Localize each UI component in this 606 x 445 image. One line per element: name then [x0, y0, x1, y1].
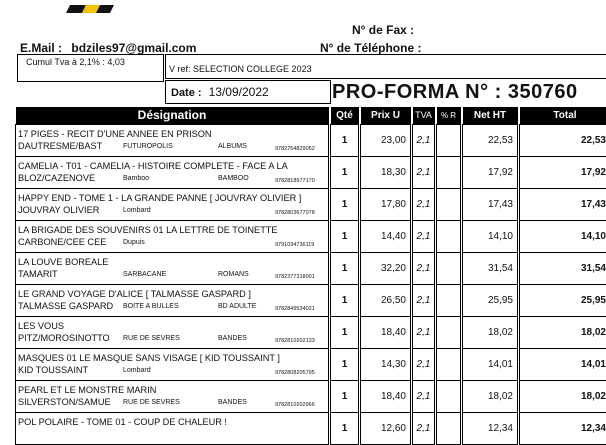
table-row [16, 348, 606, 380]
item-prix-u: 12,60 [361, 412, 411, 444]
item-prix-u: 14,30 [361, 348, 411, 380]
item-title: POL POLAIRE - TOME 01 - COUP DE CHALEUR ! [18, 416, 328, 428]
item-total: 25,95 [520, 284, 606, 316]
item-remise [437, 348, 461, 380]
item-qte: 1 [331, 316, 359, 348]
col-designation: Désignation [16, 107, 329, 124]
item-qte: 1 [331, 412, 359, 444]
item-total: 18,02 [520, 380, 606, 412]
date-label: Date : [171, 87, 202, 99]
vref-value: SELECTION COLLEGE 2023 [193, 64, 312, 74]
item-designation [16, 252, 329, 284]
table-header [16, 107, 606, 124]
item-collection: ALBUMS [218, 141, 247, 153]
item-total: 14,01 [520, 348, 606, 380]
item-author: TAMARIT [18, 268, 58, 280]
item-prix-u: 23,00 [361, 124, 411, 156]
item-net-ht: 14,01 [463, 348, 518, 380]
item-total: 18,02 [520, 316, 606, 348]
phone-label: N° de Téléphone : [320, 41, 421, 55]
item-remise [437, 252, 461, 284]
item-net-ht: 25,95 [463, 284, 518, 316]
item-collection: BANDES [218, 397, 247, 409]
item-tva: 2,1 [413, 124, 435, 156]
item-author: TALMASSE GASPARD [18, 300, 113, 312]
item-net-ht: 18,02 [463, 316, 518, 348]
item-designation [16, 316, 329, 348]
item-prix-u: 26,50 [361, 284, 411, 316]
item-net-ht: 31,54 [463, 252, 518, 284]
item-designation [16, 156, 329, 188]
item-qte: 1 [331, 220, 359, 252]
item-qte: 1 [331, 156, 359, 188]
item-author: KID TOUSSAINT [18, 364, 88, 376]
item-author: PITZ/MOROSINOTTO [18, 332, 110, 344]
col-net-ht: Net HT [463, 107, 518, 124]
cumul-tva: Cumul Tva à 2,1% : 4,03 [26, 57, 125, 67]
item-author: JOUVRAY OLIVIER [18, 204, 99, 216]
table-row [16, 316, 606, 348]
item-net-ht: 17,92 [463, 156, 518, 188]
item-designation [16, 412, 329, 444]
item-ean: 9791034736119 [275, 239, 314, 251]
item-designation [16, 380, 329, 412]
col-tva: TVA [413, 107, 435, 124]
item-ean: 9782803677078 [275, 207, 315, 219]
col-pct-r: % R [437, 107, 461, 124]
item-publisher: Dupuis [123, 237, 145, 249]
item-prix-u: 17,80 [361, 188, 411, 220]
vref-box [165, 54, 606, 79]
item-ean: 9782377318001 [275, 271, 315, 283]
item-net-ht: 17,43 [463, 188, 518, 220]
item-total: 17,43 [520, 188, 606, 220]
col-prix-u: Prix U [361, 107, 411, 124]
table-row [16, 124, 606, 156]
item-tva: 2,1 [413, 348, 435, 380]
item-publisher: SARBACANE [123, 269, 166, 281]
item-remise [437, 188, 461, 220]
item-title: LA BRIGADE DES SOUVENIRS 01 LA LETTRE DE TOINETTE [18, 224, 328, 236]
table-row [16, 220, 606, 252]
item-prix-u: 18,40 [361, 316, 411, 348]
item-publisher: Lombard [123, 365, 151, 377]
item-remise [437, 156, 461, 188]
item-remise [437, 412, 461, 444]
item-tva: 2,1 [413, 188, 435, 220]
item-collection: BANDES [218, 333, 247, 345]
item-tva: 2,1 [413, 316, 435, 348]
item-author: DAUTRESME/BAST [18, 140, 102, 152]
item-net-ht: 12,34 [463, 412, 518, 444]
table-body [16, 124, 606, 444]
item-qte: 1 [331, 284, 359, 316]
table-row [16, 380, 606, 412]
item-remise [437, 316, 461, 348]
item-total: 17,92 [520, 156, 606, 188]
item-collection: BD ADULTE [218, 301, 256, 313]
item-remise [437, 124, 461, 156]
item-qte: 1 [331, 380, 359, 412]
item-tva: 2,1 [413, 156, 435, 188]
item-tva: 2,1 [413, 380, 435, 412]
item-qte: 1 [331, 124, 359, 156]
col-qte: Qté [331, 107, 359, 124]
email-line [20, 41, 196, 55]
item-designation [16, 188, 329, 220]
item-ean: 9782754829052 [275, 143, 315, 155]
item-title: HAPPY END - TOME 1 - LA GRANDE PANNE [ JOUVRAY OLIVIER ] [18, 192, 328, 204]
item-tva: 2,1 [413, 220, 435, 252]
email-value: bdziles97@gmail.com [71, 41, 196, 55]
item-designation [16, 220, 329, 252]
item-title: CAMELIA - T01 - CAMELIA - HISTOIRE COMPLETE - FACE A LA [18, 160, 328, 172]
item-author: CARBONE/CEE CEE [18, 236, 106, 248]
item-net-ht: 14,10 [463, 220, 518, 252]
item-total: 14,10 [520, 220, 606, 252]
table-row [16, 188, 606, 220]
item-net-ht: 18,02 [463, 380, 518, 412]
item-total: 12,34 [520, 412, 606, 444]
item-publisher: RUE DE SEVRES [123, 333, 180, 345]
item-title: LE GRAND VOYAGE D'ALICE [ TALMASSE GASPARD ] [18, 288, 328, 300]
fax-label: N° de Fax : [352, 23, 414, 37]
item-remise [437, 380, 461, 412]
date-value: 13/09/2022 [209, 85, 269, 99]
item-designation [16, 124, 329, 156]
item-prix-u: 32,20 [361, 252, 411, 284]
item-title: 17 PIGES - RECIT D'UNE ANNEE EN PRISON [18, 128, 328, 140]
email-label: E.Mail : [20, 41, 62, 55]
vref-label: V ref: [169, 64, 191, 74]
item-collection: ROMANS [218, 269, 249, 281]
date-box [165, 80, 331, 104]
item-qte: 1 [331, 252, 359, 284]
item-publisher: RUE DE SEVRES [123, 397, 180, 409]
item-author: BLOZ/CAZENOVE [18, 172, 95, 184]
item-ean: 9782810202966 [275, 399, 315, 411]
item-net-ht: 22,53 [463, 124, 518, 156]
table-row [16, 156, 606, 188]
item-ean: 9782818977170 [275, 175, 315, 187]
item-publisher: BOITE A BULLES [123, 301, 179, 313]
item-ean: 9782810202133 [275, 335, 315, 347]
item-title: MASQUES 01 LE MASQUE SANS VISAGE [ KID TOUSSAINT ] [18, 352, 328, 364]
cumul-tva-box [17, 54, 164, 82]
item-tva: 2,1 [413, 284, 435, 316]
item-remise [437, 220, 461, 252]
item-designation [16, 284, 329, 316]
item-qte: 1 [331, 188, 359, 220]
item-ean: 9782849534021 [275, 303, 315, 315]
item-publisher: Bamboo [123, 173, 149, 185]
item-prix-u: 18,30 [361, 156, 411, 188]
item-title: LES VOUS [18, 320, 328, 332]
items-table [15, 107, 606, 445]
item-publisher: FUTUROPOLIS [123, 141, 173, 153]
company-logo [64, 0, 124, 8]
table-row [16, 252, 606, 284]
item-prix-u: 18,40 [361, 380, 411, 412]
item-tva: 2,1 [413, 252, 435, 284]
item-ean: 9782808205795 [275, 367, 315, 379]
item-title: PEARL ET LE MONSTRE MARIN [18, 384, 328, 396]
item-remise [437, 284, 461, 316]
table-row [16, 412, 606, 444]
table-row [16, 284, 606, 316]
item-author: SILVERSTON/SAMUE [18, 396, 111, 408]
proforma-title: PRO-FORMA N° : 350760 [332, 81, 578, 104]
item-total: 31,54 [520, 252, 606, 284]
item-title: LA LOUVE BOREALE [18, 256, 328, 268]
col-total: Total [520, 107, 606, 124]
item-publisher: Lombard [123, 205, 151, 217]
item-prix-u: 14,40 [361, 220, 411, 252]
item-designation [16, 348, 329, 380]
item-qte: 1 [331, 348, 359, 380]
item-collection: BAMBOO [218, 173, 249, 185]
item-total: 22,53 [520, 124, 606, 156]
item-tva: 2,1 [413, 412, 435, 444]
